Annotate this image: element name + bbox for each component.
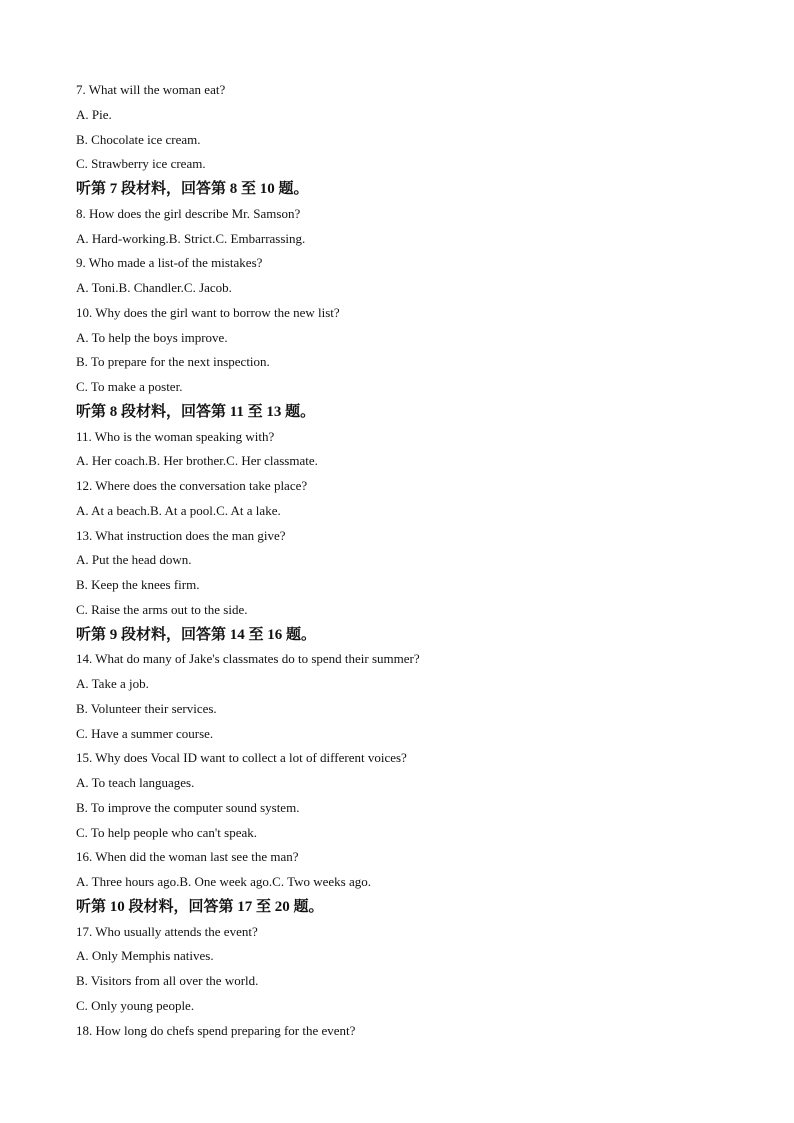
answer-option: A. Put the head down.	[76, 552, 192, 568]
question-text: 7. What will the woman eat?	[76, 82, 226, 97]
section-heading: 听第 7 段材料，回答第 8 至 10 题。	[76, 181, 309, 197]
answer-option: B. To prepare for the next inspection.	[76, 354, 270, 370]
question-text: 18. How long do chefs spend preparing for the event?	[76, 1022, 356, 1038]
answer-option: A. Three hours ago.B. One week ago.C. Two weeks ago.	[76, 874, 372, 889]
question-text: 15. Why does Vocal ID want to collect a lot of different voices?	[76, 750, 407, 766]
question-text: 16. When did the woman last see the man?	[76, 849, 299, 865]
answer-option: A. Toni.B. Chandler.C. Jacob.	[76, 280, 232, 295]
answer-option: A. At a beach.B. At a pool.C. At a lake.	[76, 502, 281, 518]
answer-option: A. Take a job.	[76, 676, 149, 691]
answer-option: A. Only Memphis natives.	[76, 948, 214, 964]
question-list	[76, 78, 736, 1043]
answer-option: C. Have a summer course.	[76, 725, 214, 741]
answer-option: C. To help people who can't speak.	[76, 824, 257, 840]
answer-option: A. To teach languages.	[76, 775, 195, 790]
answer-option: B. Chocolate ice cream.	[76, 131, 201, 147]
question-text: 10. Why does the girl want to borrow the new list?	[76, 304, 340, 320]
question-text: 14. What do many of Jake's classmates do to spend their summer?	[76, 651, 420, 667]
question-text: 13. What instruction does the man give?	[76, 527, 286, 543]
answer-option: B. Volunteer their services.	[76, 700, 217, 716]
question-text: 12. Where does the conversation take place?	[76, 478, 308, 493]
answer-option: B. Visitors from all over the world.	[76, 973, 259, 988]
section-heading: 听第 9 段材料，回答第 14 至 16 题。	[76, 626, 317, 643]
question-text: 9. Who made a list-of the mistakes?	[76, 255, 263, 271]
question-text: 11. Who is the woman speaking with?	[76, 428, 275, 444]
answer-option: A. Hard-working.B. Strict.C. Embarrassing.	[76, 230, 306, 246]
answer-option: C. To make a poster.	[76, 379, 183, 394]
answer-option: A. Pie.	[76, 106, 112, 122]
answer-option: B. To improve the computer sound system.	[76, 799, 300, 815]
answer-option: B. Keep the knees firm.	[76, 577, 200, 592]
answer-option: C. Only young people.	[76, 997, 195, 1013]
answer-option: A. To help the boys improve.	[76, 329, 228, 345]
answer-option: C. Strawberry ice cream.	[76, 156, 206, 172]
section-heading: 听第 10 段材料，回答第 17 至 20 题。	[76, 898, 324, 915]
answer-option: C. Raise the arms out to the side.	[76, 601, 248, 617]
question-text: 8. How does the girl describe Mr. Samson?	[76, 205, 301, 221]
section-heading: 听第 8 段材料，回答第 11 至 13 题。	[76, 403, 316, 420]
question-text: 17. Who usually attends the event?	[76, 923, 258, 939]
answer-option: A. Her coach.B. Her brother.C. Her classmate.	[76, 453, 318, 469]
